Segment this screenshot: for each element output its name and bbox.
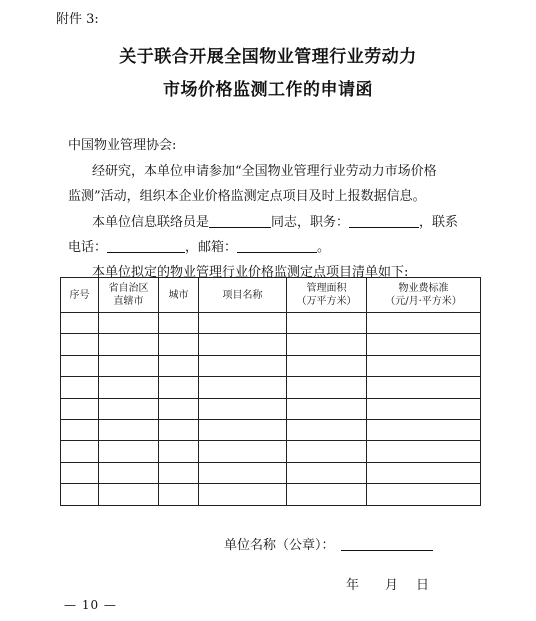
table-cell[interactable] xyxy=(99,398,159,419)
phone-label: 电话： xyxy=(68,240,108,255)
table-cell[interactable] xyxy=(287,462,367,483)
table-cell[interactable] xyxy=(61,313,99,334)
contact-title-label: 同志，职务： xyxy=(271,215,350,230)
table-cell[interactable] xyxy=(199,441,287,462)
date-year: 年 xyxy=(346,578,360,593)
table-cell[interactable] xyxy=(287,441,367,462)
table-cell[interactable] xyxy=(199,398,287,419)
document-title-line2: 市场价格监测工作的申请函 xyxy=(163,80,373,100)
header-managed-area: 管理面积 （万平方米） xyxy=(287,278,367,313)
list-intro: 本单位拟定的物业管理行业价格监测定点项目清单如下: xyxy=(92,265,409,280)
monitoring-project-table xyxy=(60,277,481,506)
table-cell[interactable] xyxy=(159,377,199,398)
table-cell[interactable] xyxy=(159,334,199,355)
table-cell[interactable] xyxy=(99,313,159,334)
document-title-line1: 关于联合开展全国物业管理行业劳动力 xyxy=(119,47,417,67)
paragraph-1-line-1: 经研究，本单位申请参加“全国物业管理行业劳动力市场价格 xyxy=(92,164,437,179)
table-cell[interactable] xyxy=(99,334,159,355)
contact-suffix: ，联系 xyxy=(419,215,459,230)
table-row xyxy=(61,462,481,483)
table-cell[interactable] xyxy=(199,355,287,376)
email-blank[interactable] xyxy=(237,239,317,253)
table-cell[interactable] xyxy=(287,377,367,398)
signature-line xyxy=(224,534,433,553)
table-cell[interactable] xyxy=(61,377,99,398)
table-cell[interactable] xyxy=(159,441,199,462)
table-row xyxy=(61,398,481,419)
table-cell[interactable] xyxy=(367,441,481,462)
table-body xyxy=(61,313,481,506)
table-cell[interactable] xyxy=(61,419,99,440)
table-cell[interactable] xyxy=(287,398,367,419)
table-cell[interactable] xyxy=(61,462,99,483)
table-cell[interactable] xyxy=(159,484,199,505)
table-row xyxy=(61,377,481,398)
table-row xyxy=(61,313,481,334)
table-row xyxy=(61,334,481,355)
table-cell[interactable] xyxy=(61,484,99,505)
table-row xyxy=(61,355,481,376)
table-cell[interactable] xyxy=(99,355,159,376)
date-line xyxy=(346,574,429,593)
header-fee-standard: 物业费标准 （元/月·平方米） xyxy=(367,278,481,313)
table-cell[interactable] xyxy=(99,419,159,440)
header-province: 省自治区 直辖市 xyxy=(99,278,159,313)
table-cell[interactable] xyxy=(61,334,99,355)
table-cell[interactable] xyxy=(99,441,159,462)
table-cell[interactable] xyxy=(61,398,99,419)
table-cell[interactable] xyxy=(199,313,287,334)
table-cell[interactable] xyxy=(199,419,287,440)
signature-blank[interactable] xyxy=(341,537,433,551)
table-cell[interactable] xyxy=(367,462,481,483)
table-cell[interactable] xyxy=(159,462,199,483)
contact-name-blank[interactable] xyxy=(209,214,271,228)
table-cell[interactable] xyxy=(99,377,159,398)
email-label: ，邮箱： xyxy=(185,240,238,255)
table-cell[interactable] xyxy=(61,355,99,376)
table-cell[interactable] xyxy=(159,313,199,334)
email-end: 。 xyxy=(317,240,331,255)
header-seq: 序号 xyxy=(61,278,99,313)
table-cell[interactable] xyxy=(287,419,367,440)
table-cell[interactable] xyxy=(367,355,481,376)
table-cell[interactable] xyxy=(287,334,367,355)
table-cell[interactable] xyxy=(287,313,367,334)
table-row xyxy=(61,484,481,505)
table-cell[interactable] xyxy=(159,398,199,419)
addressee: 中国物业管理协会: xyxy=(68,138,177,153)
table-cell[interactable] xyxy=(199,484,287,505)
phone-email-line xyxy=(68,236,330,255)
page-number: — 10 — xyxy=(64,598,117,612)
table-cell[interactable] xyxy=(159,355,199,376)
table-cell[interactable] xyxy=(367,398,481,419)
table-cell[interactable] xyxy=(367,419,481,440)
header-project-name: 项目名称 xyxy=(199,278,287,313)
table-row xyxy=(61,441,481,462)
signature-label: 单位名称（公章）： xyxy=(224,538,335,553)
contact-position-blank[interactable] xyxy=(349,214,419,228)
phone-blank[interactable] xyxy=(107,239,185,253)
table-row xyxy=(61,419,481,440)
table-cell[interactable] xyxy=(99,484,159,505)
table-cell[interactable] xyxy=(61,441,99,462)
contact-line xyxy=(92,211,458,230)
table-cell[interactable] xyxy=(287,484,367,505)
table-cell[interactable] xyxy=(287,355,367,376)
paragraph-1-line-2: 监测”活动，组织本企业价格监测定点项目及时上报数据信息。 xyxy=(68,189,426,204)
table-cell[interactable] xyxy=(367,484,481,505)
table-cell[interactable] xyxy=(199,377,287,398)
contact-prefix: 本单位信息联络员是 xyxy=(92,215,210,230)
table-header-row xyxy=(61,278,481,313)
header-city: 城市 xyxy=(159,278,199,313)
table-cell[interactable] xyxy=(199,334,287,355)
table-cell[interactable] xyxy=(367,313,481,334)
table-cell[interactable] xyxy=(367,334,481,355)
date-month: 月 xyxy=(385,578,399,593)
date-day: 日 xyxy=(416,578,430,593)
table-cell[interactable] xyxy=(99,462,159,483)
table-cell[interactable] xyxy=(199,462,287,483)
annex-label: 附件 3: xyxy=(56,12,99,27)
table-cell[interactable] xyxy=(367,377,481,398)
table-cell[interactable] xyxy=(159,419,199,440)
